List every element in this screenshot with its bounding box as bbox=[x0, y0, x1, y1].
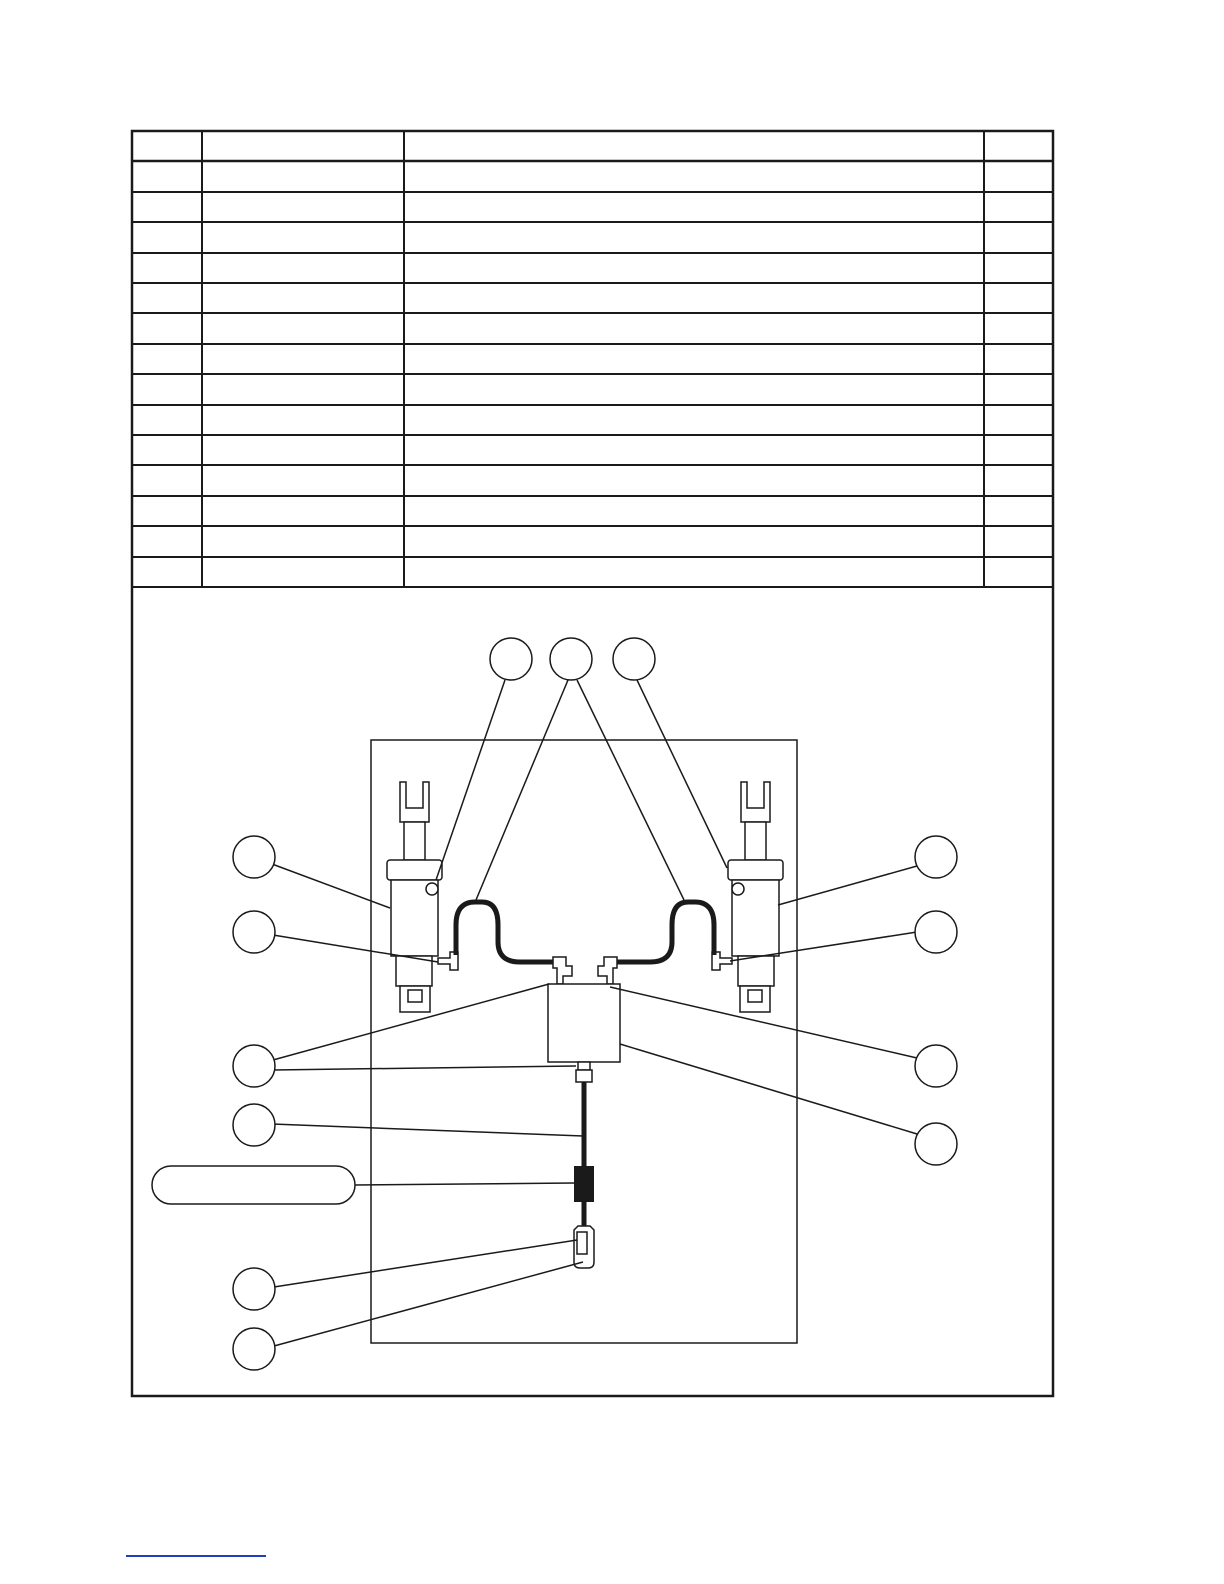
parts-table bbox=[132, 131, 1053, 587]
right-clevis-top bbox=[741, 782, 770, 822]
left-hydraulic-hose bbox=[456, 902, 555, 962]
footer-link[interactable] bbox=[126, 1555, 266, 1557]
callout-bubble-right-1 bbox=[915, 836, 957, 878]
callout-bubble-left-3 bbox=[233, 1045, 275, 1087]
left-clevis-pin bbox=[408, 990, 422, 1002]
callout-bubble-right-3 bbox=[915, 1045, 957, 1087]
left-port-fitting bbox=[426, 883, 438, 895]
callout-bubble-right-4 bbox=[915, 1123, 957, 1165]
inline-fuse-holder bbox=[574, 1166, 594, 1202]
callout-bubble-left-2 bbox=[233, 911, 275, 953]
callout-bubble-top-2 bbox=[550, 638, 592, 680]
right-hydraulic-hose bbox=[615, 902, 714, 962]
connector-plug bbox=[577, 1232, 587, 1254]
left-clevis-top bbox=[400, 782, 429, 822]
table-row-lines bbox=[132, 161, 1053, 587]
right-base bbox=[738, 956, 774, 986]
pump-left-elbow bbox=[553, 957, 572, 984]
callout-bubble-left-5 bbox=[233, 1268, 275, 1310]
right-cylinder-cap bbox=[728, 860, 783, 880]
pump-outlet-nut bbox=[576, 1070, 592, 1082]
right-port-fitting bbox=[732, 883, 744, 895]
right-rod bbox=[745, 822, 766, 860]
pump-right-elbow bbox=[598, 957, 617, 984]
callout-label-box bbox=[152, 1166, 355, 1204]
callout-bubble-left-1 bbox=[233, 836, 275, 878]
sheet-frame bbox=[132, 131, 1053, 1396]
right-hydraulic-cylinder bbox=[712, 782, 783, 1012]
callout-bubble-left-6 bbox=[233, 1328, 275, 1370]
left-hydraulic-cylinder bbox=[387, 782, 458, 1012]
callout-bubble-top-3 bbox=[613, 638, 655, 680]
callout-bubble-top-1 bbox=[490, 638, 532, 680]
left-cylinder-cap bbox=[387, 860, 442, 880]
callout-bubble-left-4 bbox=[233, 1104, 275, 1146]
callout-bubble-right-2 bbox=[915, 911, 957, 953]
left-rod bbox=[404, 822, 425, 860]
right-clevis-pin bbox=[748, 990, 762, 1002]
pump-outlet-fitting bbox=[578, 1062, 590, 1070]
pump-block bbox=[548, 984, 620, 1062]
